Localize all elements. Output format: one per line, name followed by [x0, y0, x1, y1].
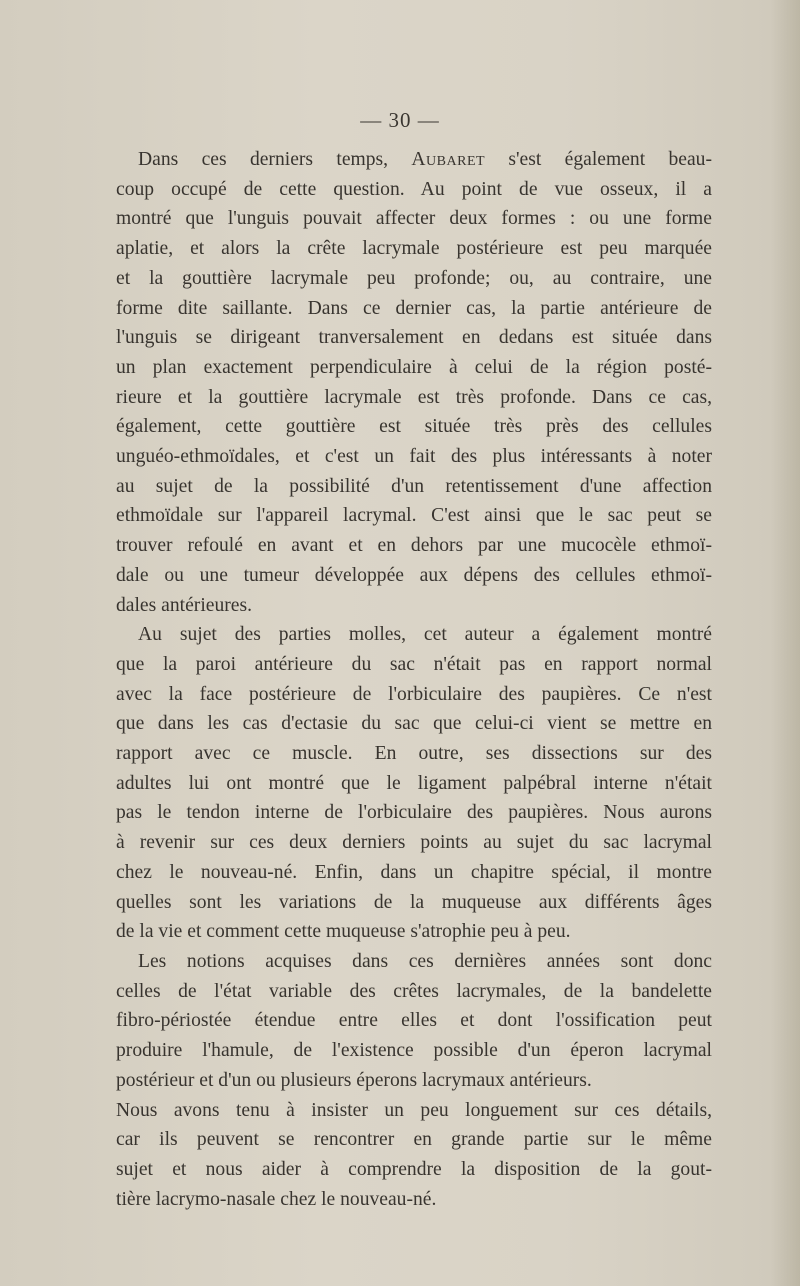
text-line: dale ou une tumeur développée aux dépens des cellules ethmoï- [116, 564, 712, 586]
paragraph-2 [116, 620, 712, 947]
text-line: tière lacrymo-nasale chez le nouveau-né. [116, 1188, 437, 1210]
text-line: l'unguis se dirigeant tranversalement en dedans est située dans [116, 327, 712, 349]
text-line: Les notions acquises dans ces dernières années sont donc [138, 950, 712, 972]
text-line: coup occupé de cette question. Au point de vue osseux, il a [116, 178, 712, 200]
text-line: un plan exactement perpendiculaire à celui de la région posté- [116, 356, 712, 378]
text-line: dales antérieures. [116, 594, 252, 616]
page-edge-shadow [770, 0, 800, 1286]
author-name: Aubaret [411, 149, 486, 170]
text-line: unguéo-ethmoïdales, et c'est un fait des plus intéressants à noter [116, 446, 712, 468]
text-line: produire l'hamule, de l'existence possible d'un éperon lacrymal [116, 1040, 712, 1062]
paragraph-1 [116, 145, 712, 620]
text-line: que la paroi antérieure du sac n'était pas en rapport normal [116, 653, 712, 675]
text-line: quelles sont les variations de la muqueuse aux différents âges [116, 891, 712, 913]
text-line: forme dite saillante. Dans ce dernier cas, la partie antérieure de [116, 297, 712, 319]
body-text [116, 145, 712, 1214]
text-line: montré que l'unguis pouvait affecter deux formes : ou une forme [116, 208, 712, 230]
text-line: avec la face postérieure de l'orbiculaire des paupières. Ce n'est [116, 683, 712, 705]
text-line: sujet et nous aider à comprendre la disposition de la gout- [116, 1158, 712, 1180]
text-line: Dans ces derniers temps, Aubaret s'est également beau- [138, 149, 712, 170]
text-line: et la gouttière lacrymale peu profonde; ou, au contraire, une [116, 267, 712, 289]
text-line: au sujet de la possibilité d'un retentissement d'une affection [116, 475, 712, 497]
text-line: car ils peuvent se rencontrer en grande partie sur le même [116, 1129, 712, 1151]
text-line: adultes lui ont montré que le ligament palpébral interne n'était [116, 772, 712, 794]
text-line: pas le tendon interne de l'orbiculaire des paupières. Nous aurons [116, 802, 712, 824]
text-line: Nous avons tenu à insister un peu longuement sur ces détails, [116, 1099, 712, 1121]
text-line: trouver refoulé en avant et en dehors par une mucocèle ethmoï- [116, 535, 712, 557]
page-number: — 30 — [360, 108, 440, 132]
text-line: Au sujet des parties molles, cet auteur a également montré [138, 624, 712, 646]
text-line: fibro-périostée étendue entre elles et dont l'ossification peut [116, 1010, 712, 1032]
text-line: rieure et la gouttière lacrymale est très profonde. Dans ce cas, [116, 386, 712, 408]
text-line: de la vie et comment cette muqueuse s'atrophie peu à peu. [116, 921, 571, 943]
paragraph-3 [116, 947, 712, 1214]
text-line: celles de l'état variable des crêtes lacrymales, de la bandelette [116, 980, 712, 1002]
text-line: aplatie, et alors la crête lacrymale postérieure est peu marquée [116, 238, 712, 260]
text-line: chez le nouveau-né. Enfin, dans un chapitre spécial, il montre [116, 861, 712, 883]
text-line: postérieur et d'un ou plusieurs éperons lacrymaux antérieurs. [116, 1069, 592, 1091]
text-line: que dans les cas d'ectasie du sac que celui-ci vient se mettre en [116, 713, 712, 735]
text-line: à revenir sur ces deux derniers points au sujet du sac lacrymal [116, 832, 712, 854]
text-line: également, cette gouttière est située très près des cellules [116, 416, 712, 438]
text-line: ethmoïdale sur l'appareil lacrymal. C'est ainsi que le sac peut se [116, 505, 712, 527]
text-line: rapport avec ce muscle. En outre, ses dissections sur des [116, 743, 712, 765]
